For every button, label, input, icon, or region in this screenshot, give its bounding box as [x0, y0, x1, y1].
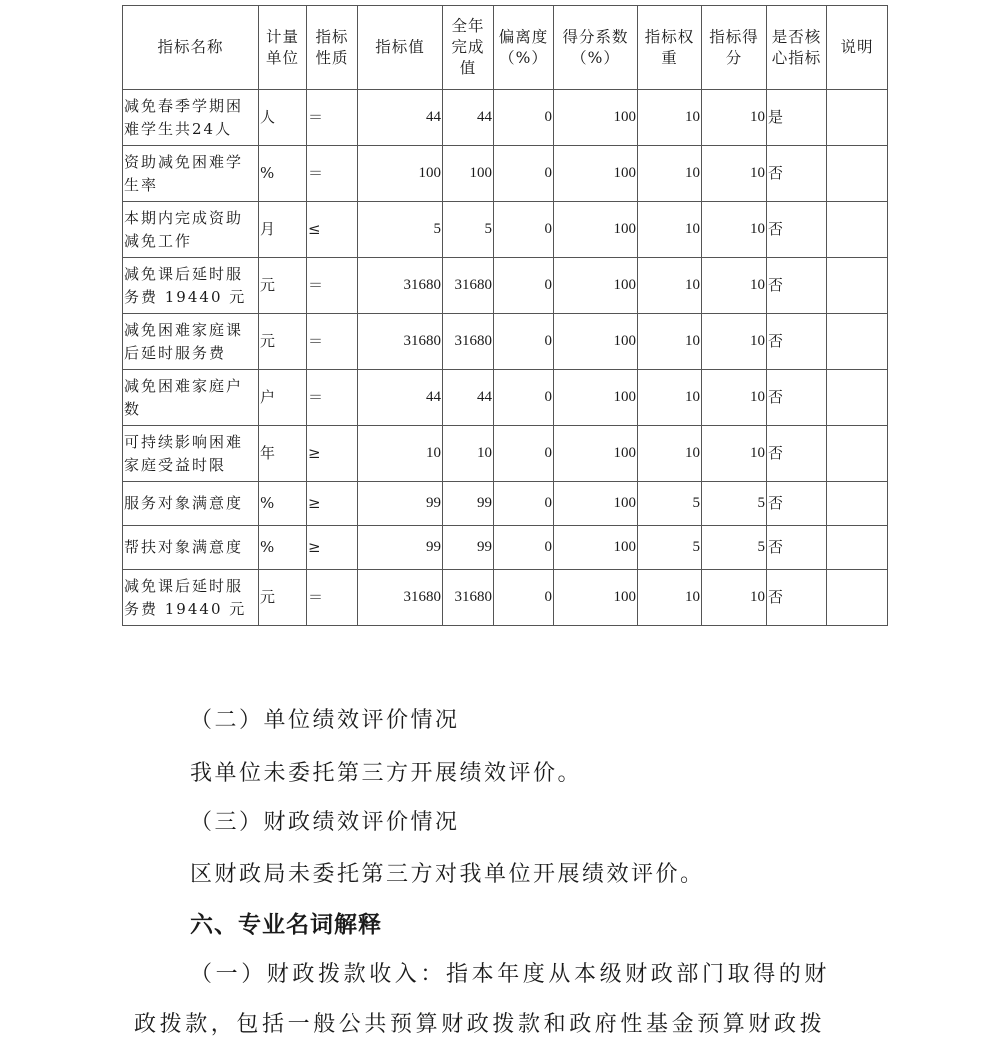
- deviation-cell: 0: [494, 426, 554, 482]
- header-unit: 计量单位: [259, 6, 307, 90]
- core-indicator-cell: 否: [767, 370, 827, 426]
- table-row: [123, 146, 888, 202]
- section-6-heading: 六、专业名词解释: [190, 912, 382, 938]
- note-cell: [827, 526, 888, 570]
- deviation-cell: 0: [494, 570, 554, 626]
- note-cell: [827, 90, 888, 146]
- table-header-row: [123, 6, 888, 90]
- table-row: [123, 482, 888, 526]
- actual-value-cell: 31680: [443, 314, 494, 370]
- actual-value-cell: 31680: [443, 570, 494, 626]
- score-cell: 10: [702, 570, 767, 626]
- weight-cell: 10: [638, 202, 702, 258]
- indicator-name-cell: 服务对象满意度: [123, 482, 259, 526]
- header-weight: 指标权重: [638, 6, 702, 90]
- table-row: [123, 202, 888, 258]
- target-value-cell: 31680: [358, 258, 443, 314]
- score-coefficient-cell: 100: [554, 370, 638, 426]
- score-coefficient-cell: 100: [554, 258, 638, 314]
- nature-cell: ≥: [307, 426, 358, 482]
- nature-cell: ≥: [307, 482, 358, 526]
- indicator-name-cell: 减免春季学期困难学生共24人: [123, 90, 259, 146]
- indicator-name-cell: 减免困难家庭课后延时服务费: [123, 314, 259, 370]
- section-3-heading: （三）财政绩效评价情况: [190, 810, 460, 835]
- nature-cell: ≤: [307, 202, 358, 258]
- core-indicator-cell: 否: [767, 258, 827, 314]
- unit-cell: 元: [259, 570, 307, 626]
- table-row: [123, 90, 888, 146]
- core-indicator-cell: 是: [767, 90, 827, 146]
- note-cell: [827, 314, 888, 370]
- weight-cell: 5: [638, 482, 702, 526]
- target-value-cell: 5: [358, 202, 443, 258]
- indicator-name-cell: 资助减免困难学生率: [123, 146, 259, 202]
- weight-cell: 10: [638, 426, 702, 482]
- header-score: 指标得分: [702, 6, 767, 90]
- unit-cell: %: [259, 146, 307, 202]
- header-note: 说明: [827, 6, 888, 90]
- header-deviation: 偏离度（%）: [494, 6, 554, 90]
- deviation-cell: 0: [494, 90, 554, 146]
- actual-value-cell: 10: [443, 426, 494, 482]
- header-score-coefficient: 得分系数（%）: [554, 6, 638, 90]
- section-2-text: 我单位未委托第三方开展绩效评价。: [190, 761, 583, 786]
- score-cell: 10: [702, 146, 767, 202]
- section-2-heading: （二）单位绩效评价情况: [190, 708, 460, 733]
- deviation-cell: 0: [494, 526, 554, 570]
- indicator-name-cell: 减免课后延时服务费 19440 元: [123, 570, 259, 626]
- header-actual-value: 全年完成值: [443, 6, 494, 90]
- header-indicator-name: 指标名称: [123, 6, 259, 90]
- weight-cell: 10: [638, 370, 702, 426]
- indicator-name-cell: 减免困难家庭户数: [123, 370, 259, 426]
- target-value-cell: 31680: [358, 314, 443, 370]
- score-coefficient-cell: 100: [554, 90, 638, 146]
- score-coefficient-cell: 100: [554, 570, 638, 626]
- score-coefficient-cell: 100: [554, 482, 638, 526]
- weight-cell: 5: [638, 526, 702, 570]
- target-value-cell: 100: [358, 146, 443, 202]
- deviation-cell: 0: [494, 370, 554, 426]
- weight-cell: 10: [638, 258, 702, 314]
- score-cell: 10: [702, 370, 767, 426]
- nature-cell: ＝: [307, 570, 358, 626]
- table-row: [123, 570, 888, 626]
- definition-1-line-2: 政拨款，包括一般公共预算财政拨款和政府性基金预算财政拨: [134, 1012, 826, 1037]
- core-indicator-cell: 否: [767, 482, 827, 526]
- score-cell: 5: [702, 482, 767, 526]
- core-indicator-cell: 否: [767, 146, 827, 202]
- unit-cell: 人: [259, 90, 307, 146]
- table-row: [123, 314, 888, 370]
- core-indicator-cell: 否: [767, 570, 827, 626]
- note-cell: [827, 202, 888, 258]
- header-nature: 指标性质: [307, 6, 358, 90]
- target-value-cell: 10: [358, 426, 443, 482]
- unit-cell: 元: [259, 258, 307, 314]
- score-cell: 10: [702, 202, 767, 258]
- performance-indicator-table: [122, 5, 888, 626]
- core-indicator-cell: 否: [767, 202, 827, 258]
- table-row: [123, 426, 888, 482]
- actual-value-cell: 44: [443, 90, 494, 146]
- header-core-indicator: 是否核心指标: [767, 6, 827, 90]
- target-value-cell: 99: [358, 526, 443, 570]
- actual-value-cell: 31680: [443, 258, 494, 314]
- nature-cell: ＝: [307, 258, 358, 314]
- indicator-name-cell: 帮扶对象满意度: [123, 526, 259, 570]
- nature-cell: ≥: [307, 526, 358, 570]
- definition-1-line-1: （一）财政拨款收入：指本年度从本级财政部门取得的财: [190, 962, 831, 987]
- section-3-text: 区财政局未委托第三方对我单位开展绩效评价。: [190, 862, 705, 887]
- nature-cell: ＝: [307, 90, 358, 146]
- note-cell: [827, 146, 888, 202]
- core-indicator-cell: 否: [767, 314, 827, 370]
- target-value-cell: 44: [358, 370, 443, 426]
- indicator-name-cell: 减免课后延时服务费 19440 元: [123, 258, 259, 314]
- indicator-name-cell: 可持续影响困难家庭受益时限: [123, 426, 259, 482]
- unit-cell: 月: [259, 202, 307, 258]
- deviation-cell: 0: [494, 202, 554, 258]
- table-row: [123, 370, 888, 426]
- score-cell: 10: [702, 426, 767, 482]
- unit-cell: %: [259, 482, 307, 526]
- header-target-value: 指标值: [358, 6, 443, 90]
- weight-cell: 10: [638, 314, 702, 370]
- deviation-cell: 0: [494, 258, 554, 314]
- table-row: [123, 258, 888, 314]
- deviation-cell: 0: [494, 146, 554, 202]
- weight-cell: 10: [638, 146, 702, 202]
- note-cell: [827, 258, 888, 314]
- target-value-cell: 44: [358, 90, 443, 146]
- score-cell: 10: [702, 314, 767, 370]
- actual-value-cell: 99: [443, 482, 494, 526]
- score-coefficient-cell: 100: [554, 314, 638, 370]
- unit-cell: %: [259, 526, 307, 570]
- score-coefficient-cell: 100: [554, 426, 638, 482]
- table-row: [123, 526, 888, 570]
- target-value-cell: 99: [358, 482, 443, 526]
- score-cell: 10: [702, 258, 767, 314]
- nature-cell: ＝: [307, 146, 358, 202]
- unit-cell: 元: [259, 314, 307, 370]
- actual-value-cell: 99: [443, 526, 494, 570]
- nature-cell: ＝: [307, 370, 358, 426]
- score-coefficient-cell: 100: [554, 202, 638, 258]
- core-indicator-cell: 否: [767, 526, 827, 570]
- unit-cell: 年: [259, 426, 307, 482]
- actual-value-cell: 5: [443, 202, 494, 258]
- weight-cell: 10: [638, 570, 702, 626]
- unit-cell: 户: [259, 370, 307, 426]
- weight-cell: 10: [638, 90, 702, 146]
- deviation-cell: 0: [494, 314, 554, 370]
- actual-value-cell: 100: [443, 146, 494, 202]
- target-value-cell: 31680: [358, 570, 443, 626]
- score-cell: 5: [702, 526, 767, 570]
- indicator-name-cell: 本期内完成资助减免工作: [123, 202, 259, 258]
- note-cell: [827, 370, 888, 426]
- core-indicator-cell: 否: [767, 426, 827, 482]
- note-cell: [827, 570, 888, 626]
- actual-value-cell: 44: [443, 370, 494, 426]
- note-cell: [827, 426, 888, 482]
- nature-cell: ＝: [307, 314, 358, 370]
- score-cell: 10: [702, 90, 767, 146]
- note-cell: [827, 482, 888, 526]
- score-coefficient-cell: 100: [554, 146, 638, 202]
- deviation-cell: 0: [494, 482, 554, 526]
- score-coefficient-cell: 100: [554, 526, 638, 570]
